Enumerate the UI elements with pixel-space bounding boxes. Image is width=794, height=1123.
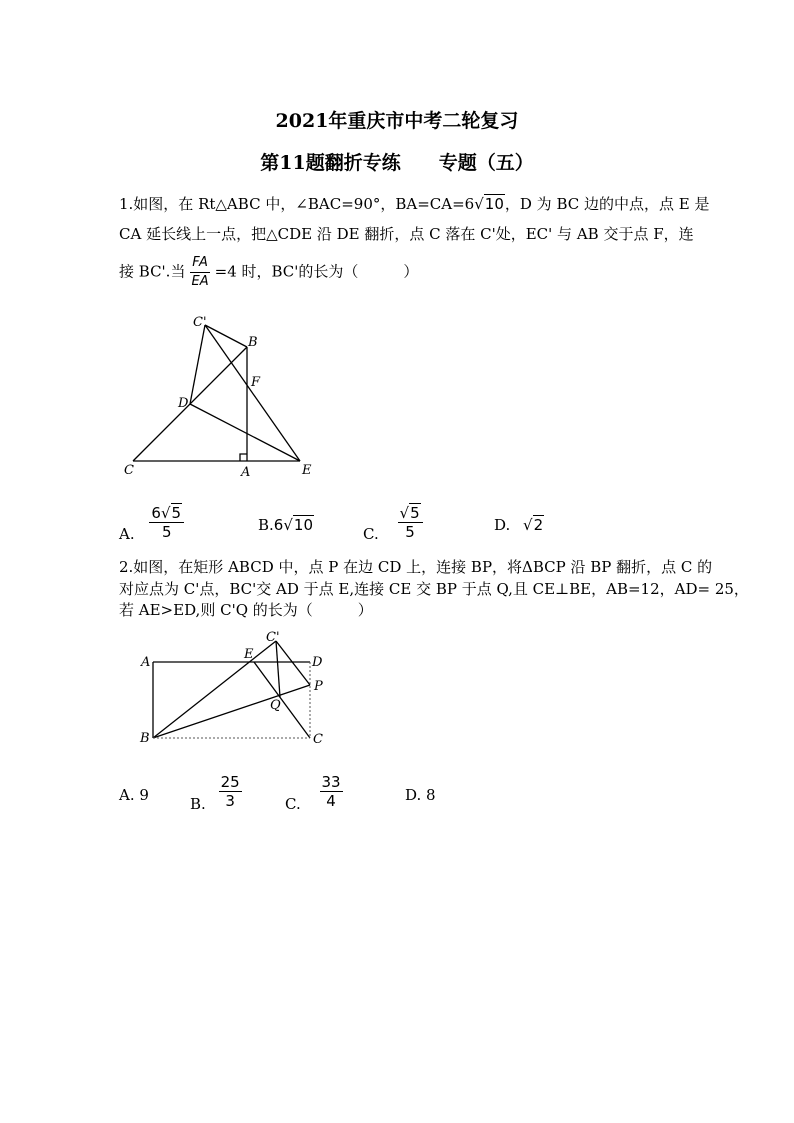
q1-option-a-label: A. xyxy=(119,524,135,543)
line-c1b xyxy=(205,325,247,347)
q1-fraction-fa-ea xyxy=(190,254,210,291)
q1-option-b-label: B. xyxy=(258,516,274,534)
q1-frac-num: FA xyxy=(190,254,210,273)
q2-option-b-label: B. xyxy=(190,794,206,813)
fig2-label-d: D xyxy=(312,655,323,670)
q1-frac-den: EA xyxy=(191,274,209,289)
fig1-label-f: F xyxy=(251,375,261,390)
q1-line1 xyxy=(119,193,709,214)
q1-option-b-coef: 6 xyxy=(273,516,284,534)
q1-option-d-radicand: 2 xyxy=(533,516,544,534)
q2-line3: 若 AE>ED,则 C'Q 的长为（ ） xyxy=(119,601,373,619)
q1-sqrt: √10 xyxy=(474,195,504,213)
q1-option-c-fraction xyxy=(398,504,423,541)
fig1-label-b: B xyxy=(248,335,258,350)
fig1-label-e: E xyxy=(302,463,312,478)
q1-line1-text-b: ，D 为 BC 边的中点，点 E 是 xyxy=(504,195,710,213)
right-angle-mark xyxy=(240,454,247,461)
q2-line2: 对应点为 C'点，BC'交 AD 于点 E,连接 CE 交 BP 于点 Q,且 CE⊥BE，AB=12，AD= 25， xyxy=(119,580,749,598)
q1-option-c-radicand: 5 xyxy=(410,504,420,522)
fig2-label-b: B xyxy=(140,731,150,746)
fig1-label-c1: C' xyxy=(193,315,207,330)
q2-option-c-label: C. xyxy=(285,794,301,813)
q1-line3-text-b: =4 时，BC'的长为（ ） xyxy=(214,262,419,281)
q2-option-c-fraction xyxy=(320,773,343,810)
q1-option-c-label: C. xyxy=(363,524,379,543)
q1-option-c[interactable] xyxy=(363,504,423,541)
q1-option-d-sqrt: √2 xyxy=(523,516,544,534)
q2-option-b-fraction xyxy=(219,773,242,810)
q1-option-c-den: 5 xyxy=(405,523,415,541)
q2-option-d[interactable]: D. 8 xyxy=(405,786,436,804)
fig2-label-p: P xyxy=(314,679,323,694)
q2-line1: 2.如图，在矩形 ABCD 中，点 P 在边 CD 上，连接 BP，将ΔBCP 沿 BP 翻折，点 C 的 xyxy=(119,558,713,576)
fig1-label-c: C xyxy=(124,463,134,478)
q1-option-c-sqrt: √5 xyxy=(399,504,420,522)
q1-sqrt-radicand: 10 xyxy=(484,195,504,213)
q1-option-d[interactable] xyxy=(494,516,544,534)
q2-option-b[interactable] xyxy=(190,773,242,813)
q2-figure xyxy=(130,628,335,748)
q1-option-b-sqrt: √10 xyxy=(283,516,313,534)
q1-option-a-fraction xyxy=(149,504,184,541)
fig1-label-a: A xyxy=(241,465,251,480)
q2-option-b-num: 25 xyxy=(220,773,240,791)
q1-option-a-coef: 6 xyxy=(151,504,161,522)
q1-figure xyxy=(115,310,345,485)
fig2-label-e: E xyxy=(244,647,254,662)
fig2-label-c1: C' xyxy=(266,630,280,645)
q1-line3-text-a: 接 BC'.当 xyxy=(119,262,186,281)
line-bc1 xyxy=(153,641,276,738)
line-bp xyxy=(153,685,310,738)
q1-option-b-radicand: 10 xyxy=(293,516,313,534)
q2-option-c[interactable] xyxy=(285,773,343,813)
q1-option-d-label: D. xyxy=(494,516,511,534)
q2-option-b-den: 3 xyxy=(225,792,235,810)
q1-option-a-sqrt: √5 xyxy=(160,504,182,522)
q1-line1-text-a: 1.如图，在 Rt△ABC 中，∠BAC=90°，BA=CA=6 xyxy=(119,195,475,213)
page-subtitle: 第11题翻折专练 专题（五） xyxy=(260,152,534,174)
page-title: 2021年重庆市中考二轮复习 xyxy=(275,110,519,132)
fig2-label-q: Q xyxy=(270,698,281,713)
line-c1p xyxy=(276,641,310,685)
fig2-label-a: A xyxy=(141,655,151,670)
line-c1q xyxy=(276,641,280,697)
q1-line3 xyxy=(119,254,418,291)
q1-option-a[interactable] xyxy=(119,504,184,541)
line-de xyxy=(190,404,300,461)
q2-option-c-num: 33 xyxy=(321,773,341,791)
q2-option-c-den: 4 xyxy=(326,792,336,810)
fig2-label-c: C xyxy=(313,732,323,747)
q1-line2: CA 延长线上一点，把△CDE 沿 DE 翻折，点 C 落在 C'处，EC' 与 AB 交于点 F，连 xyxy=(119,225,694,243)
q1-option-a-den: 5 xyxy=(161,523,172,541)
q1-option-b[interactable] xyxy=(258,516,314,534)
q2-option-a[interactable]: A. 9 xyxy=(119,786,149,804)
q1-option-a-radicand: 5 xyxy=(171,504,182,522)
fig1-label-d: D xyxy=(178,396,189,411)
